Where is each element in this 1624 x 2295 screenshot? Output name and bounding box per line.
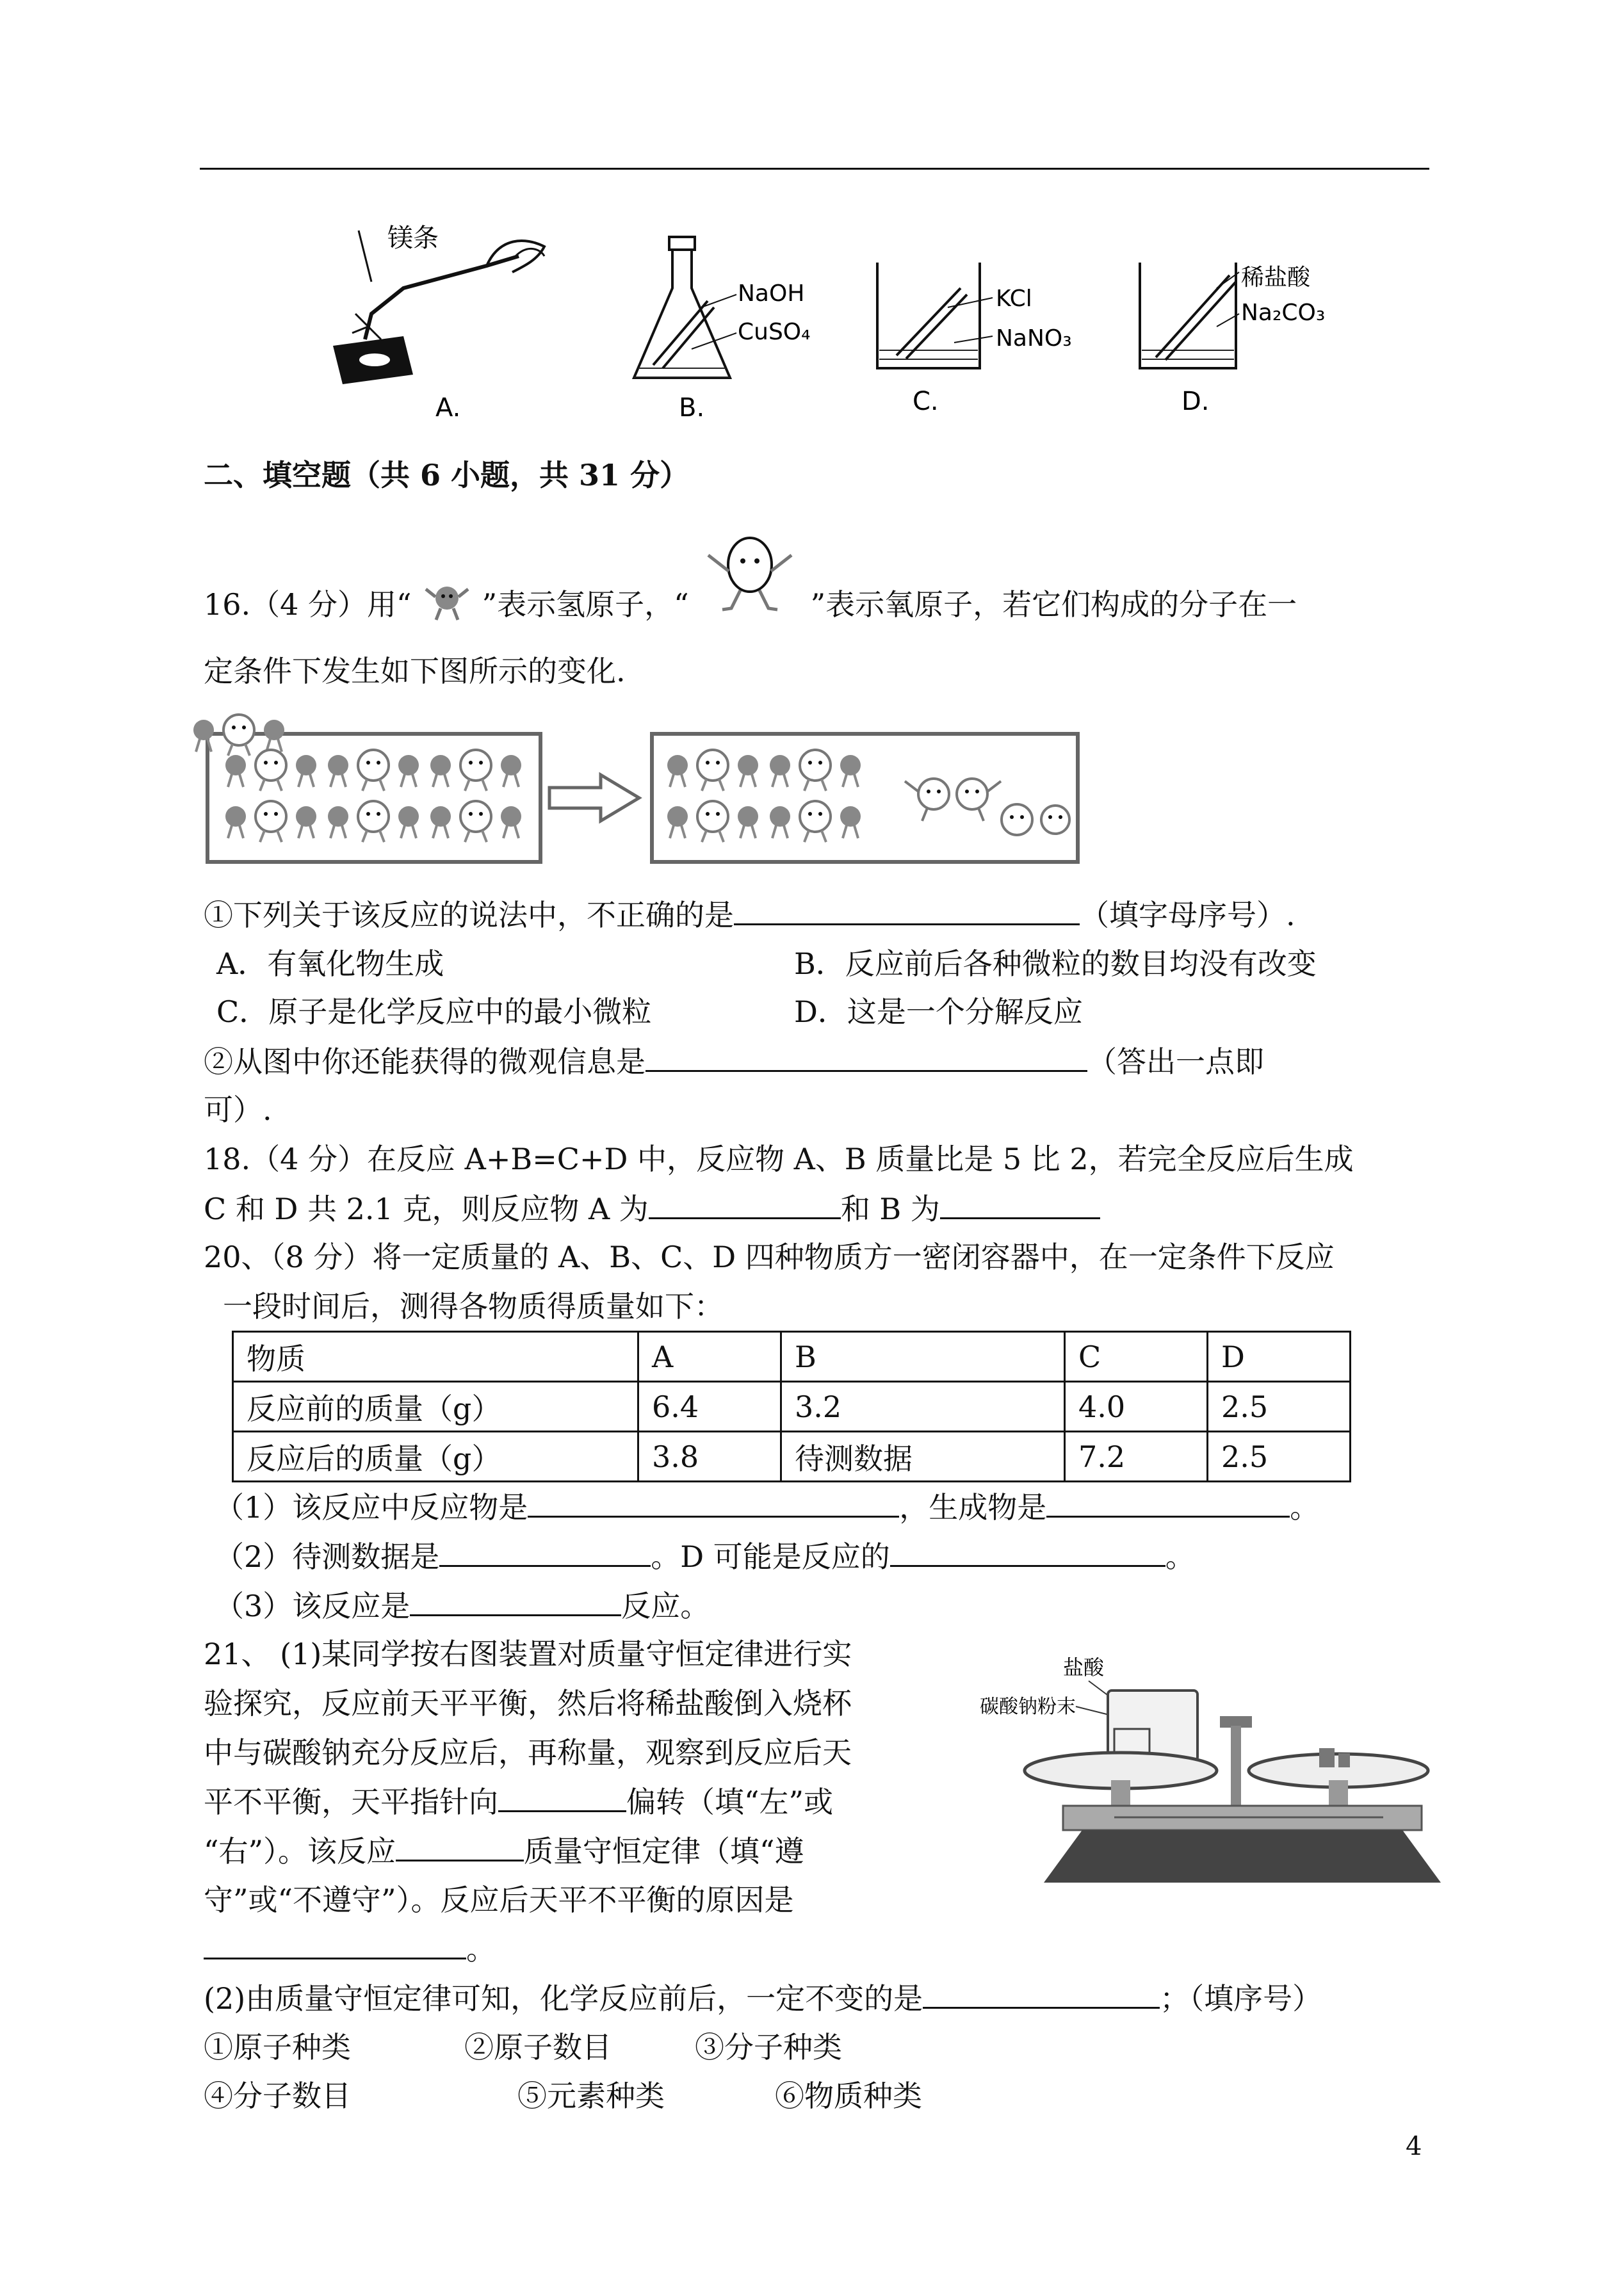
table-header-cell: B	[781, 1332, 1065, 1382]
figure-d-beaker	[1140, 263, 1325, 416]
q21-part2-b: ；（填序号）	[1160, 1981, 1322, 2016]
q18-line2-b: 和 B 为	[840, 1192, 940, 1226]
label-c-reagent1: KCl	[996, 286, 1032, 312]
balance-label-acid: 盐酸	[1063, 1655, 1105, 1680]
apparatus-figures	[307, 211, 1326, 429]
q20-sub3-a: （3）该反应是	[215, 1589, 410, 1623]
q20-sub1	[215, 1488, 1319, 1527]
label-b-reagent2: CuSO₄	[738, 319, 811, 345]
table-row	[233, 1382, 1351, 1432]
q20-sub3-blank[interactable]	[410, 1586, 621, 1616]
label-b-reagent1: NaOH	[738, 280, 805, 307]
q16-sub2-end: 可）.	[204, 1092, 272, 1127]
figure-a-magnesium-burning	[333, 223, 544, 423]
q20-sub2-blank1[interactable]	[439, 1537, 651, 1567]
q16-line1	[204, 584, 1297, 624]
q16-option-d: D．这是一个分解反应	[794, 994, 1083, 1029]
q21-option-1: ①原子种类	[204, 2030, 351, 2064]
section-2-heading: 二、填空题（共 6 小题，共 31 分）	[204, 458, 690, 492]
q21-blank-obey[interactable]	[396, 1831, 524, 1861]
q21-part2-a: (2)由质量守恒定律可知，化学反应前后，一定不变的是	[204, 1981, 923, 2016]
q21-blank-direction[interactable]	[498, 1782, 626, 1812]
q21-line4-b: 偏转（填“左”或	[626, 1785, 834, 1819]
figure-c-beaker	[877, 263, 1072, 416]
q16-sub1	[204, 895, 1295, 934]
q16-line1-a: 16.（4 分）用“	[204, 587, 412, 622]
q21-option-3: ③分子种类	[695, 2030, 842, 2064]
balance-label-powder: 碳酸钠粉末	[980, 1696, 1076, 1718]
q20-sub2-blank2[interactable]	[890, 1537, 1165, 1567]
q16-option-a: A．有氧化物生成	[216, 946, 444, 981]
q21-line7	[204, 1929, 496, 1968]
q18-line1: 18.（4 分）在反应 A+B=C+D 中，反应物 A、B 质量比是 5 比 2，若完全反应后生成	[204, 1142, 1354, 1176]
table-cell: 3.8	[638, 1432, 781, 1482]
q21-option-6: ⑥物质种类	[775, 2079, 922, 2113]
q21-blank-reason[interactable]	[204, 1929, 466, 1959]
q20-sub1-c: 。	[1290, 1490, 1320, 1525]
q20-sub2	[215, 1537, 1195, 1576]
q20-sub3	[215, 1586, 710, 1625]
q16-line1-b: ”表示氢原子，“	[482, 587, 689, 622]
table-cell: 3.2	[781, 1382, 1065, 1432]
q18-line2	[204, 1189, 1100, 1228]
table-header-cell: D	[1208, 1332, 1351, 1382]
q20-sub2-b: 。D 可能是反应的	[651, 1539, 890, 1574]
table-header-cell: C	[1065, 1332, 1208, 1382]
q16-option-b: B．反应前后各种微粒的数目均没有改变	[794, 946, 1317, 981]
table-cell: 7.2	[1065, 1432, 1208, 1482]
q21-option-4: ④分子数目	[204, 2079, 351, 2113]
q16-option-c: C．原子是化学反应中的最小微粒	[216, 994, 652, 1029]
q20-sub1-a: （1）该反应中反应物是	[215, 1490, 528, 1525]
table-cell: 4.0	[1065, 1382, 1208, 1432]
q16-sub2-blank[interactable]	[646, 1042, 1087, 1072]
q16-sub2-a: ②从图中你还能获得的微观信息是	[204, 1044, 646, 1079]
q18-blank-a[interactable]	[649, 1189, 841, 1219]
label-c: C.	[913, 387, 939, 416]
q16-sub2	[204, 1042, 1264, 1081]
q21-line5-b: 质量守恒定律（填“遵	[524, 1834, 804, 1869]
oxygen-atom-icon	[689, 584, 811, 622]
q20-mass-table	[232, 1331, 1351, 1482]
table-header-row	[233, 1332, 1351, 1382]
figure-b-flask	[634, 237, 811, 423]
q21-line2: 验探究，反应前天平平衡，然后将稀盐酸倒入烧杯	[204, 1686, 852, 1721]
label-b: B.	[679, 393, 705, 423]
q16-sub2-b: （答出一点即	[1087, 1044, 1264, 1079]
molecule-reaction-diagram	[204, 730, 1087, 871]
q21-option-2: ②原子数目	[464, 2030, 612, 2064]
q21-line6: 守”或“不遵守”）。反应后天平不平衡的原因是	[204, 1883, 794, 1917]
header-rule	[200, 168, 1429, 170]
label-c-reagent2: NaNO₃	[996, 325, 1072, 352]
table-row	[233, 1432, 1351, 1482]
q21-part2-blank[interactable]	[923, 1979, 1160, 2009]
hydrogen-atom-icon	[412, 584, 482, 622]
table-header-cell: 物质	[233, 1332, 638, 1382]
q18-blank-b[interactable]	[940, 1189, 1100, 1219]
q20-sub1-b: ，生成物是	[899, 1490, 1047, 1525]
table-cell: 2.5	[1208, 1382, 1351, 1432]
q21-line5-a: “右”）。该反应	[204, 1834, 396, 1869]
table-cell: 反应后的质量（g）	[233, 1432, 638, 1482]
q20-sub1-blank1[interactable]	[528, 1488, 899, 1518]
balance-figure	[967, 1646, 1428, 1889]
table-cell: 反应前的质量（g）	[233, 1382, 638, 1432]
table-header-cell: A	[638, 1332, 781, 1382]
q16-line2: 定条件下发生如下图所示的变化.	[204, 654, 626, 688]
q21-line5	[204, 1831, 804, 1870]
q21-line4	[204, 1782, 833, 1821]
q16-sub1-a: ①下列关于该反应的说法中，不正确的是	[204, 898, 734, 932]
label-d-reagent2: Na₂CO₃	[1241, 300, 1326, 326]
q21-part2	[204, 1979, 1322, 2018]
q21-line7-end: 。	[466, 1932, 496, 1967]
q21-option-5: ⑤元素种类	[517, 2079, 665, 2113]
label-a-reagent: 镁条	[387, 223, 439, 253]
q16-sub1-b: （填字母序号）.	[1080, 898, 1295, 932]
label-a: A.	[435, 393, 461, 423]
q21-line1: 21、 (1)某同学按右图装置对质量守恒定律进行实	[204, 1637, 852, 1671]
q21-line3: 中与碳酸钠充分反应后，再称量，观察到反应后天	[204, 1735, 852, 1770]
q20-sub3-b: 反应。	[621, 1589, 710, 1623]
q20-line2: 一段时间后，测得各物质得质量如下：	[223, 1289, 724, 1324]
q16-sub1-blank[interactable]	[734, 895, 1080, 925]
q21-line4-a: 平不平衡，天平指针向	[204, 1785, 498, 1819]
label-d-reagent1: 稀盐酸	[1241, 264, 1311, 291]
q18-line2-a: C 和 D 共 2.1 克，则反应物 A 为	[204, 1192, 649, 1226]
label-d: D.	[1181, 387, 1210, 416]
q20-sub2-a: （2）待测数据是	[215, 1539, 440, 1574]
table-cell: 待测数据	[781, 1432, 1065, 1482]
q20-line1: 20、（8 分）将一定质量的 A、B、C、D 四种物质方一密闭容器中，在一定条件下反应	[204, 1240, 1335, 1274]
table-cell: 2.5	[1208, 1432, 1351, 1482]
q20-sub1-blank2[interactable]	[1046, 1488, 1290, 1518]
q20-sub2-c: 。	[1165, 1539, 1195, 1574]
q16-line1-c: ”表示氧原子，若它们构成的分子在一	[810, 587, 1297, 622]
page-number: 4	[1406, 2132, 1422, 2161]
table-cell: 6.4	[638, 1382, 781, 1432]
